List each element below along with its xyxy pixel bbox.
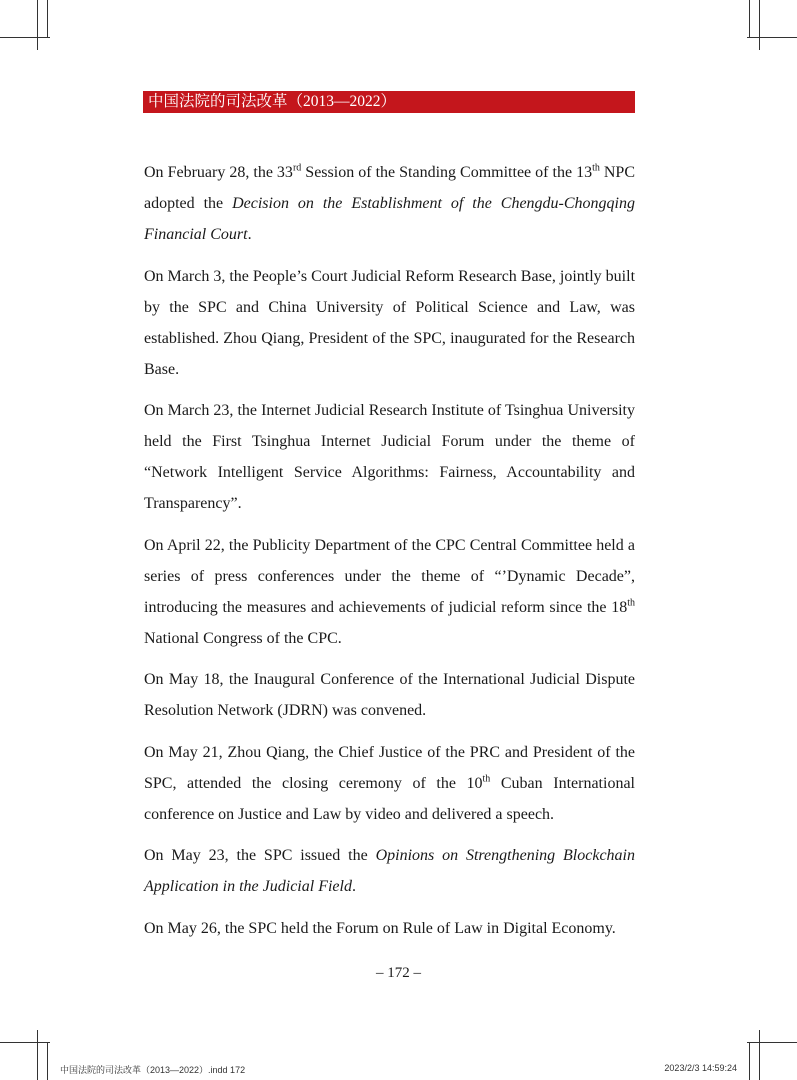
chronology-entry xyxy=(144,840,635,902)
document-title: Opinions on Strengthening Blockchain Application in the Judicial Field xyxy=(144,847,635,895)
entry-text: On March 23, the Internet Judicial Research Institute of Tsinghua University held the First Tsinghua Internet Judicial Forum under the theme of “Network Intelligent Service Algorithms: Fairness, Accountability and Transparency”. xyxy=(144,402,635,512)
body-text xyxy=(144,157,635,954)
crop-mark xyxy=(37,0,38,50)
file-slug: 中国法院的司法改革（2013—2022）.indd 172 xyxy=(60,1065,246,1075)
entry-text: Cuban International conference on Justice and Law by video and delivered a speech. xyxy=(144,774,635,823)
chronology-entry xyxy=(144,261,635,385)
crop-mark xyxy=(47,0,48,38)
entry-text: . xyxy=(351,878,356,895)
running-header xyxy=(143,91,635,113)
entry-text: On May 26, the SPC held the Forum on Rule of Law in Digital Economy. xyxy=(144,919,616,937)
entry-text: National Congress of the CPC. xyxy=(144,629,342,647)
entry-text: NPC adopted the xyxy=(144,164,636,212)
crop-mark xyxy=(0,37,50,38)
crop-mark xyxy=(759,1030,760,1080)
chronology-entry xyxy=(144,913,635,944)
entry-text: On February 28, the 33 xyxy=(144,164,293,181)
entry-text: . xyxy=(247,226,252,243)
crop-mark xyxy=(47,1042,48,1080)
entry-text: On May 18, the Inaugural Conference of the International Judicial Dispute Resolution Network (JDRN) was convened. xyxy=(144,671,635,719)
chronology-entry xyxy=(144,157,635,250)
crop-mark xyxy=(749,1042,750,1080)
crop-mark xyxy=(37,1030,38,1080)
crop-mark xyxy=(0,1042,50,1043)
entry-text: On May 21, Zhou Qiang, the Chief Justice of the PRC and President of the SPC, attended the closing ceremony of the 10 xyxy=(144,743,635,792)
chronology-entry xyxy=(144,664,635,726)
ordinal-suffix: rd xyxy=(292,162,302,174)
entry-text: On May 23, the SPC issued the xyxy=(144,847,376,864)
ordinal-suffix: th xyxy=(592,162,600,174)
running-header-title: 中国法院的司法改革（2013—2022） xyxy=(148,93,397,110)
entry-text: On April 22, the Publicity Department of the CPC Central Committee held a series of press conferences under the theme of “’Dynamic Decade”, introducing the measures and achievements of judicial reform since the 18 xyxy=(144,536,635,616)
crop-mark xyxy=(747,1042,797,1043)
timestamp-slug: 2023/2/3 14:59:24 xyxy=(664,1063,737,1073)
chronology-entry xyxy=(144,395,635,519)
ordinal-suffix: th xyxy=(482,773,491,785)
ordinal-suffix: th xyxy=(627,597,635,609)
page-number: – 172 – xyxy=(376,965,421,981)
crop-mark xyxy=(759,0,760,50)
crop-mark xyxy=(747,37,797,38)
entry-text: Session of the Standing Committee of the 13 xyxy=(301,164,593,181)
chronology-entry xyxy=(144,737,635,830)
chronology-entry xyxy=(144,530,635,654)
entry-text: On March 3, the People’s Court Judicial Reform Research Base, jointly built by the SPC and China University of Political Science and Law, was established. Zhou Qiang, President of the SPC, inaugurated for the Research Base. xyxy=(144,267,636,378)
document-title: Decision on the Establishment of the Chengdu-Chongqing Financial Court xyxy=(144,195,635,243)
crop-mark xyxy=(749,0,750,38)
